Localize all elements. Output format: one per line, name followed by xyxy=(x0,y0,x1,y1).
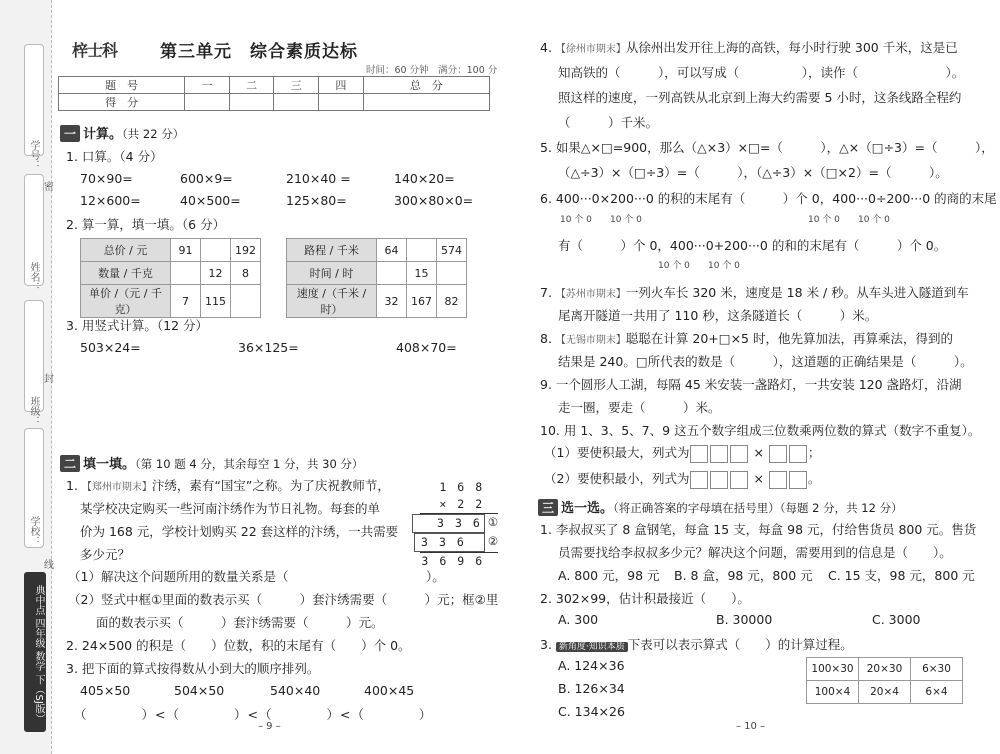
table-cell: 167 xyxy=(407,285,437,318)
score-cell: 三 xyxy=(274,77,319,94)
punct: 。 xyxy=(807,471,821,486)
calc-process-table xyxy=(806,657,963,704)
text: （1）要使积最大，列式为 xyxy=(544,445,690,460)
q10: 10. 用 1、3、5、7、9 这五个数字组成三位数乘两位数的算式（数字不重复）。 xyxy=(540,423,981,438)
table-cell: 速度 /（千米 / 时） xyxy=(287,285,377,318)
table-cell: 7 xyxy=(171,285,201,318)
text: 聪聪在计算 20+□×5 时，他先算加法，再算乘法，得到的 xyxy=(625,331,953,346)
table-cell: 574 xyxy=(437,239,467,262)
oral-item: 300×80×0= xyxy=(394,193,474,208)
fill-1-line2: 某学校决定购买一些河南汴绣作为节日礼物。每套的单 xyxy=(80,501,381,516)
table-cell: 91 xyxy=(171,239,201,262)
digit-box[interactable] xyxy=(789,445,807,463)
digit: 6 xyxy=(457,480,465,494)
label-xuexiao: 学校： xyxy=(28,516,39,546)
text: 3. xyxy=(540,637,552,652)
section-number: 一 xyxy=(60,125,80,142)
digit-box[interactable] xyxy=(769,445,787,463)
table-cell: 100×30 xyxy=(807,658,859,681)
fill-1-line1: 1. 【郑州市期末】汴绣，素有“国宝”之称。为了庆祝教师节， xyxy=(66,478,390,493)
source-tag: 【苏州市期末】 xyxy=(555,289,626,300)
q6-note: 10 个 0 xyxy=(858,215,890,225)
table-cell: 100×4 xyxy=(807,681,859,704)
q7-line1: 7. 【苏州市期末】一列火车长 320 米，速度是 18 米 / 秒。从车头进入隧道到车 xyxy=(540,285,969,300)
table-cell: 6×30 xyxy=(911,658,963,681)
q5-line2: （△÷3）×（□÷3）=（ ），（△÷3）×（□×2）=（ ）。 xyxy=(558,165,948,180)
digit: × xyxy=(439,497,447,511)
q6-line2: 有（ ）个 0，400···0+200···0 的和的末尾有（ ）个 0。 xyxy=(558,238,947,253)
digit-box[interactable] xyxy=(730,445,748,463)
publisher-logo: 梓士科 xyxy=(72,41,118,60)
digit: 2 xyxy=(457,497,465,511)
q4-line3: 照这样的速度，一列高铁从北京到上海大约需要 5 小时，这条线路全程约 xyxy=(558,90,962,105)
choice-option[interactable]: A. 124×36 xyxy=(558,658,625,673)
q6-note: 10 个 0 xyxy=(708,261,740,271)
q10-sub2 xyxy=(544,469,820,489)
digit-box[interactable] xyxy=(690,445,708,463)
c1-line2: 员需要找给李叔叔多少元？解决这个问题，需要用到的信息是（ ）。 xyxy=(558,545,952,560)
expr-item: 504×50 xyxy=(174,683,225,698)
table-cell: 12 xyxy=(201,262,231,285)
choice-option[interactable]: C. 3000 xyxy=(872,612,921,627)
source-tag: 【无锡市期末】 xyxy=(555,335,626,346)
table-cell: 20×4 xyxy=(859,681,911,704)
score-cell: 二 xyxy=(229,77,274,94)
vertical-calc-item: 503×24= xyxy=(80,340,141,355)
c2: 2. 302×99，估计积最接近（ ）。 xyxy=(540,591,750,606)
choice-option[interactable]: A. 300 xyxy=(558,612,599,627)
section-3-heading xyxy=(538,497,903,516)
expr-item: 405×50 xyxy=(80,683,131,698)
box-marker-2: ② xyxy=(487,534,499,548)
table-cell: 单价 /（元 / 千克） xyxy=(81,285,171,318)
table-cell: 时间 / 时 xyxy=(287,262,377,285)
section-points: （第 10 题 4 分，其余每空 1 分，共 30 分） xyxy=(135,457,364,471)
table-cell: 8 xyxy=(231,262,261,285)
source-tag: 【徐州市期末】 xyxy=(555,44,626,55)
table-cell: 64 xyxy=(377,239,407,262)
choice-option[interactable]: C. 15 支，98 元，800 元 xyxy=(828,568,975,583)
choice-option[interactable]: A. 800 元，98 元 xyxy=(558,568,660,583)
q6-note: 10 个 0 xyxy=(658,261,690,271)
digit: 3 xyxy=(437,516,444,530)
expr-item: 540×40 xyxy=(270,683,321,698)
digit-box[interactable] xyxy=(769,471,787,489)
choice-option[interactable]: C. 134×26 xyxy=(558,704,625,719)
expr-item: 400×45 xyxy=(364,683,415,698)
section-points: （共 22 分） xyxy=(122,127,185,141)
section-title: 计算。 xyxy=(83,127,123,142)
score-cell: 四 xyxy=(319,77,364,94)
q6-note: 10 个 0 xyxy=(808,215,840,225)
score-cell: 一 xyxy=(185,77,230,94)
text: 一列火车长 320 米，速度是 18 米 / 秒。从车头进入隧道到车 xyxy=(625,285,969,300)
digit: 2 xyxy=(475,497,483,511)
times-sign: × xyxy=(753,471,764,486)
oral-item: 125×80= xyxy=(286,193,347,208)
table-cell: 路程 / 千米 xyxy=(287,239,377,262)
punct: ； xyxy=(807,445,821,460)
label-xingming: 姓名： xyxy=(28,262,39,292)
fill-2: 2. 24×500 的积是（ ）位数，积的末尾有（ ）个 0。 xyxy=(66,638,411,653)
fill-1-sub2: （2）竖式中框①里面的数表示买（ ）套汴绣需要（ ）元；框②里 xyxy=(68,592,499,607)
book-brand: 典中点 四年级 数学 下（SJ版） xyxy=(24,572,46,732)
digit: 3 xyxy=(438,535,446,549)
vertical-calc-item: 408×70= xyxy=(396,340,457,355)
oral-item: 140×20= xyxy=(394,171,455,186)
score-cell: 题 号 xyxy=(59,77,185,94)
text: 下表可以表示算式（ ）的计算过程。 xyxy=(627,637,853,652)
digit: 8 xyxy=(475,480,483,494)
question-1: 1. 口算。（4 分） xyxy=(66,149,163,164)
choice-option[interactable]: B. 30000 xyxy=(716,612,773,627)
digit: 9 xyxy=(457,554,465,568)
mark-mi: 密 xyxy=(44,182,54,193)
digit: 6 xyxy=(472,516,480,530)
oral-item: 70×90= xyxy=(80,171,133,186)
q6-line1: 6. 400···0×200···0 的积的末尾有（ ）个 0，400···0÷200···0 的商的末尾 xyxy=(540,191,997,206)
page-number: – 9 – xyxy=(258,721,281,732)
digit-box[interactable] xyxy=(710,471,728,489)
q8-line2: 结果是 240。□所代表的数是（ ），这道题的正确结果是（ ）。 xyxy=(558,354,973,369)
oral-item: 210×40 = xyxy=(286,171,351,186)
table-cell: 115 xyxy=(201,285,231,318)
question-2: 2. 算一算，填一填。（6 分） xyxy=(66,217,226,232)
digit: 6 xyxy=(439,554,447,568)
digit-box[interactable] xyxy=(789,471,807,489)
section-number: 二 xyxy=(60,455,80,472)
digit-box[interactable] xyxy=(710,445,728,463)
q8-line1: 8. 【无锡市期末】聪聪在计算 20+□×5 时，他先算加法，再算乘法，得到的 xyxy=(540,331,953,346)
new-angle-badge: 新角度·知识本质 xyxy=(556,642,628,652)
fill-1-line4: 多少元？ xyxy=(80,547,131,562)
q9-line1: 9. 一个圆形人工湖，每隔 45 米安装一盏路灯，一共安装 120 盏路灯，沿湖 xyxy=(540,377,962,392)
score-cell: 得 分 xyxy=(59,94,185,111)
table-cell: 20×30 xyxy=(859,658,911,681)
choice-option[interactable]: B. 126×34 xyxy=(558,681,625,696)
mark-xian: 线 xyxy=(44,560,54,571)
oral-item: 12×600= xyxy=(80,193,141,208)
table-cell: 82 xyxy=(437,285,467,318)
mark-feng: 封 xyxy=(44,374,54,385)
oral-item: 40×500= xyxy=(180,193,241,208)
fill-1-sub1: （1）解决这个问题所用的数量关系是（ ）。 xyxy=(68,569,445,584)
fill-3: 3. 把下面的算式按得数从小到大的顺序排列。 xyxy=(66,661,320,676)
q6-note: 10 个 0 xyxy=(560,215,592,225)
score-cell: 总 分 xyxy=(363,77,489,94)
text: 从徐州出发开往上海的高铁，每小时行驶 300 千米，这是已 xyxy=(625,40,958,55)
digit: 6 xyxy=(456,535,464,549)
source-tag: 【郑州市期末】 xyxy=(81,482,152,493)
q4-line2: 知高铁的（ ），可以写成（ ），读作（ ）。 xyxy=(558,65,965,80)
vertical-calc-item: 36×125= xyxy=(238,340,299,355)
table-cell: 6×4 xyxy=(911,681,963,704)
oral-item: 600×9= xyxy=(180,171,233,186)
q4-line1: 4. 【徐州市期末】从徐州出发开往上海的高铁，每小时行驶 300 千米，这是已 xyxy=(540,40,958,55)
digit-box[interactable] xyxy=(730,471,748,489)
digit: 1 xyxy=(439,480,447,494)
table-cell: 15 xyxy=(407,262,437,285)
label-banji: 班级： xyxy=(28,396,39,426)
c3 xyxy=(540,635,853,653)
time-score-info: 时间：60 分钟 满分：100 分 xyxy=(366,65,498,76)
table-cell: 数量 / 千克 xyxy=(81,262,171,285)
q6-note: 10 个 0 xyxy=(610,215,642,225)
digit: 3 xyxy=(421,535,428,549)
fill-1-sub3: 面的数表示买（ ）套汴绣需要（ ）元。 xyxy=(96,615,384,630)
digit: 3 xyxy=(421,554,429,568)
section-title: 填一填。 xyxy=(83,457,136,472)
c1-line1: 1. 李叔叔买了 8 盒钢笔，每盒 15 支，每盒 98 元，付给售货员 800 元。售货 xyxy=(540,522,977,537)
q10-sub1 xyxy=(544,443,820,463)
choice-option[interactable]: B. 8 盒，98 元，800 元 xyxy=(674,568,813,583)
table-cell: 32 xyxy=(377,285,407,318)
page-title: 第三单元 综合素质达标 xyxy=(160,42,358,62)
text: 汴绣，素有“国宝”之称。为了庆祝教师节， xyxy=(151,478,390,493)
label-xuehao: 学号： xyxy=(28,140,39,170)
fill-1-line3: 价为 168 元，学校计划购买 22 套这样的汴绣，一共需要 xyxy=(80,524,399,539)
section-points: （将正确答案的字母填在括号里）（每题 2 分，共 12 分） xyxy=(613,501,903,515)
q9-line2: 走一圈，要走（ ）米。 xyxy=(558,400,721,415)
q4-line4: （ ）千米。 xyxy=(558,115,659,130)
digit-box[interactable] xyxy=(690,471,708,489)
digit: 6 xyxy=(475,554,483,568)
page-number: – 10 – xyxy=(736,721,766,732)
text: （2）要使积最小，列式为 xyxy=(544,471,690,486)
section-number: 三 xyxy=(538,499,558,516)
digit: 3 xyxy=(454,516,462,530)
times-sign: × xyxy=(753,445,764,460)
box-marker-1: ① xyxy=(487,515,499,529)
question-3: 3. 用竖式计算。（12 分） xyxy=(66,318,209,333)
q7-line2: 尾离开隧道一共用了 110 秒，这条隧道长（ ）米。 xyxy=(558,308,878,323)
section-title: 选一选。 xyxy=(561,501,614,516)
order-blanks: （ ）<（ ）<（ ）<（ ） xyxy=(74,707,433,722)
table-cell: 192 xyxy=(231,239,261,262)
table-cell: 总价 / 元 xyxy=(81,239,171,262)
q5-line1: 5. 如果△×□=900，那么（△×3）×□=（ ），△×（□÷3）=（ ）， xyxy=(540,140,994,155)
